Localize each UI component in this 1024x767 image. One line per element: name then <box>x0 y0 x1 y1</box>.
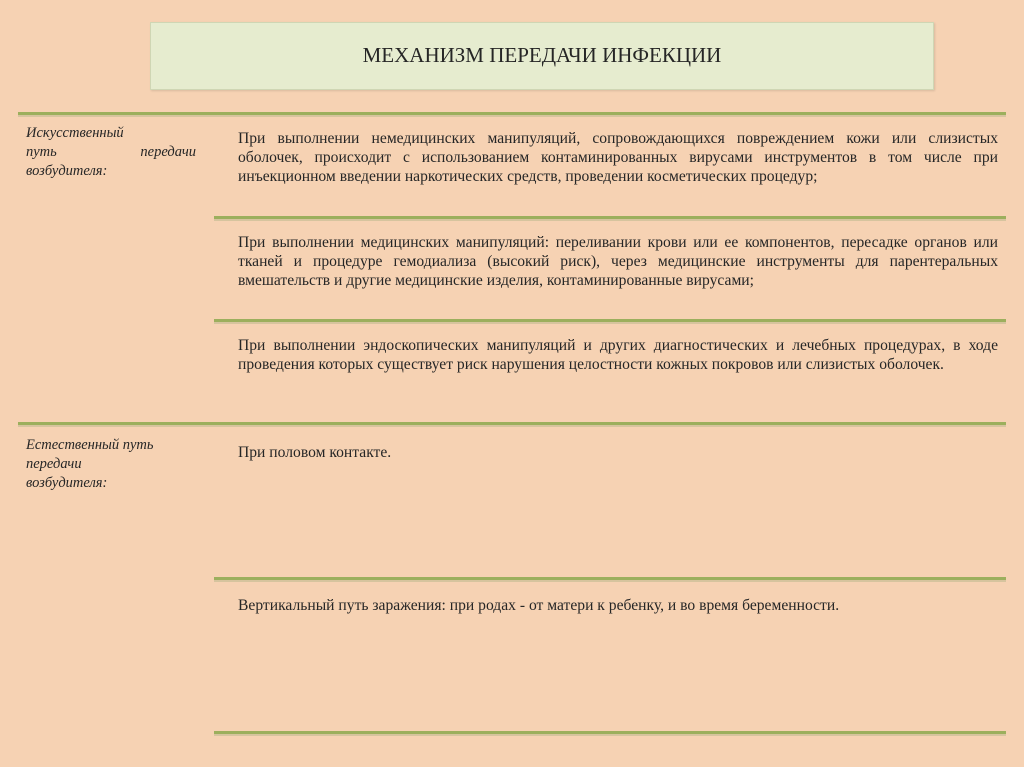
label-line: передачи <box>26 456 82 472</box>
table-cell: При выполнении медицинских манипуляций: переливании крови или ее компонентов, пересадке органов или тканей и процедуре гемодиализа (высокий риск), через медицинские инструменты для парентеральных вмешательств и другие медицинские изделия, контаминированные вирусами; <box>238 234 998 289</box>
row-divider <box>214 216 1006 221</box>
page-title: МЕХАНИЗМ ПЕРЕДАЧИ ИНФЕКЦИИ <box>362 43 722 67</box>
section-label-artificial <box>26 124 196 181</box>
label-line <box>26 124 196 143</box>
row-divider <box>214 319 1006 324</box>
table-top-rule <box>18 112 1006 117</box>
label-word: путь <box>26 144 57 160</box>
table-cell: При выполнении эндоскопических манипуляций и других диагностических и лечебных процедурах, в ходе проведения которых существует риск нарушения целостности кожных покровов или слизистых оболочек. <box>238 337 998 373</box>
section-divider <box>18 422 1006 427</box>
section-label-natural <box>26 436 211 493</box>
label-line: Естественный путь <box>26 437 154 453</box>
title-box <box>150 22 934 90</box>
table-cell: Вертикальный путь заражения: при родах - от матери к ребенку, и во время беременности. <box>238 597 840 614</box>
table-cell: При половом контакте. <box>238 444 392 461</box>
table-cell: При выполнении немедицинских манипуляций, сопровождающихся повреждением кожи или слизистых оболочек, происходит с использованием контаминированных вирусами инструментов в том числе при инъекционном введении наркотических средств, проведении косметических процедур; <box>238 130 998 185</box>
label-line <box>26 143 196 162</box>
label-word: передачи <box>140 144 196 160</box>
label-word: возбудителя: <box>26 163 108 179</box>
label-word: Искусственный <box>26 125 124 141</box>
label-line: возбудителя: <box>26 475 108 491</box>
label-line <box>26 162 196 181</box>
row-divider <box>214 577 1006 582</box>
table-bottom-rule <box>214 731 1006 736</box>
